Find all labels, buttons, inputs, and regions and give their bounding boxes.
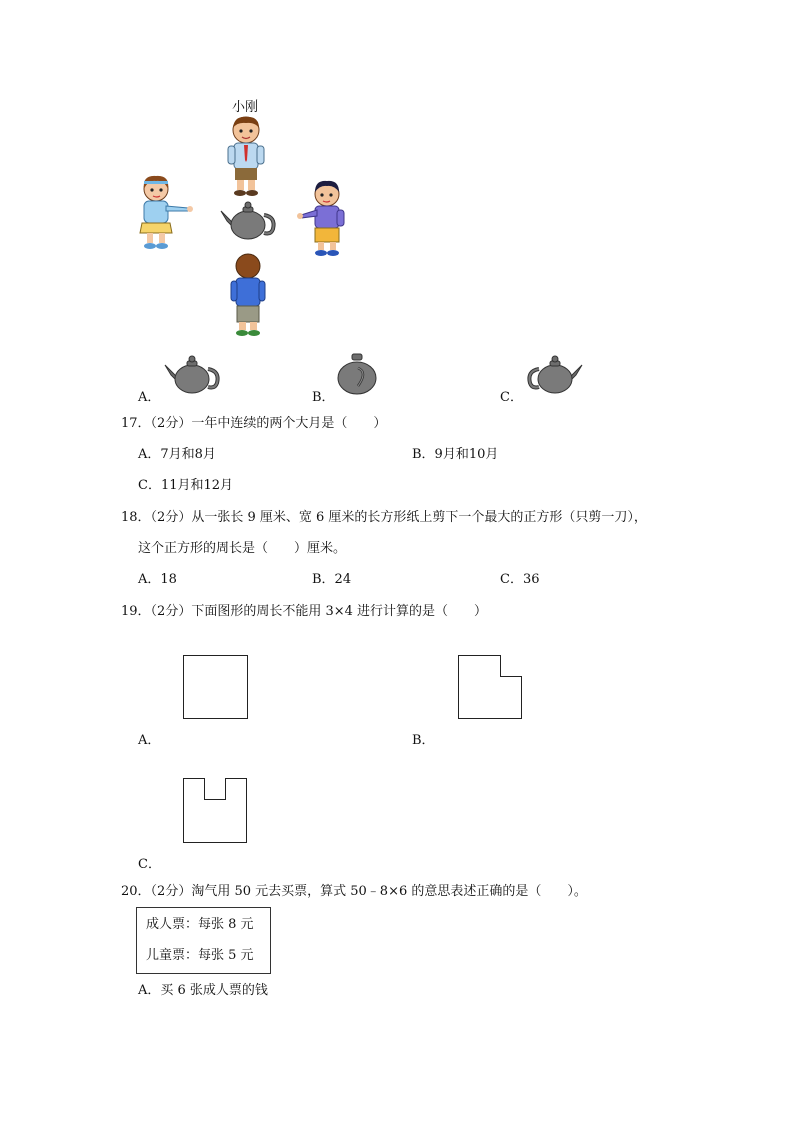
- xiaogang-label: 小刚: [232, 100, 259, 115]
- q17-option-b: B．9月和10月: [412, 447, 499, 462]
- child-ticket-price: 儿童票：每张 5 元: [146, 948, 254, 963]
- q18-option-c: C．36: [500, 572, 540, 587]
- q19-stem: 19．（2分）下面图形的周长不能用 3×4 进行计算的是（ ）: [121, 604, 488, 619]
- q17-stem: 17．（2分）一年中连续的两个大月是（ ）: [121, 416, 387, 431]
- q18-stem-line2: 这个正方形的周长是（ ）厘米。: [138, 541, 347, 556]
- q19-square-shape: [183, 655, 249, 721]
- boy-right-illustration: [297, 180, 355, 260]
- q16-option-c-label: C．: [500, 390, 523, 405]
- q19-u-shape: [183, 778, 249, 844]
- q19-option-a-label: A．: [138, 733, 161, 748]
- q16-option-a-label: A．: [138, 390, 161, 405]
- teapot-right-view-icon: [526, 355, 582, 395]
- q18-option-b: B．24: [312, 572, 352, 587]
- girl-left-illustration: [136, 175, 198, 251]
- q18-option-a: A．18: [138, 572, 177, 587]
- q19-option-b-label: B．: [412, 733, 435, 748]
- q19-notched-square-shape: [458, 655, 524, 721]
- q20-option-a: A．买 6 张成人票的钱: [138, 983, 268, 998]
- ticket-price-box: [136, 907, 271, 974]
- teapot-left-view-icon: [165, 355, 221, 395]
- boy-front-illustration: [222, 116, 270, 198]
- q20-stem: 20．（2分）淘气用 50 元去买票，算式 50﹣8×6 的意思表述正确的是（ ）。: [121, 884, 587, 899]
- teapot-center-illustration: [221, 201, 277, 241]
- teapot-back-view-icon: [336, 352, 378, 396]
- q17-option-c: C．11月和12月: [138, 478, 234, 493]
- q18-stem-line1: 18．（2分）从一张长 9 厘米、宽 6 厘米的长方形纸上剪下一个最大的正方形（只剪一刀），: [121, 510, 647, 525]
- q19-option-c-label: C．: [138, 857, 161, 872]
- q17-option-a: A．7月和8月: [138, 447, 216, 462]
- boy-back-illustration: [230, 253, 266, 339]
- q16-option-b-label: B．: [312, 390, 335, 405]
- adult-ticket-price: 成人票：每张 8 元: [146, 917, 254, 932]
